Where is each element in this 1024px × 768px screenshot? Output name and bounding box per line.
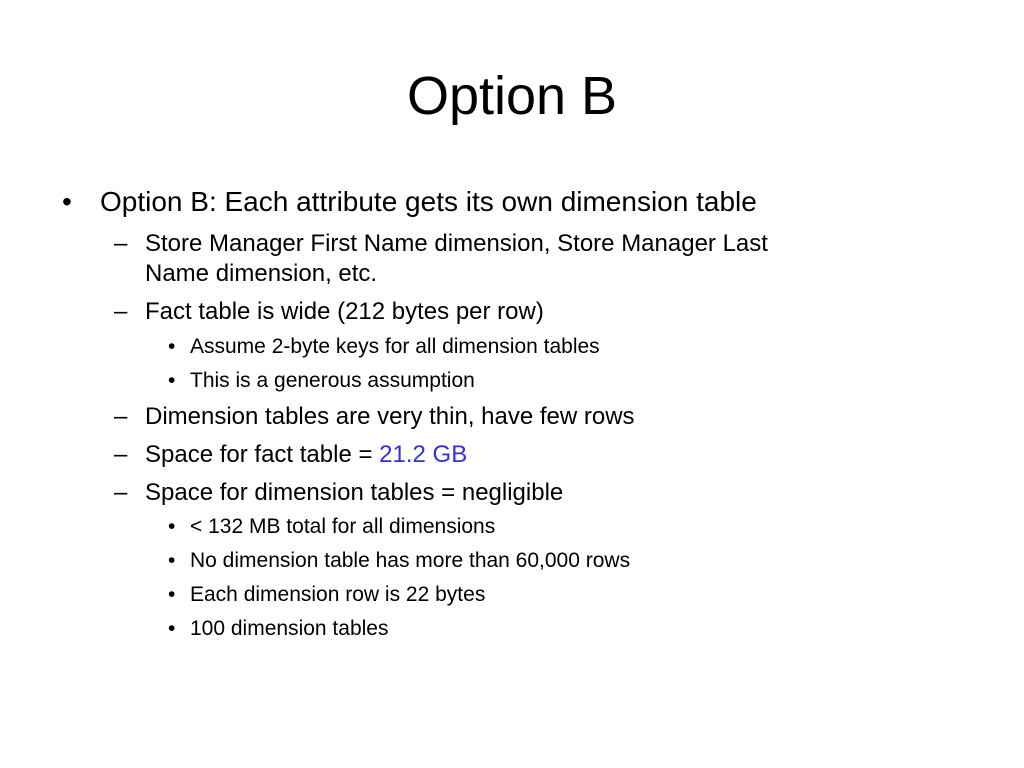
dash-marker: – bbox=[114, 230, 128, 257]
slide-title: Option B bbox=[406, 66, 618, 126]
subitem-2-detail-2: This is a generous assumption bbox=[190, 369, 475, 392]
dash-marker: – bbox=[114, 441, 128, 468]
dash-marker: – bbox=[114, 479, 128, 506]
dot-marker: • bbox=[168, 369, 176, 392]
bullet-main: Option B: Each attribute gets its own dimension table bbox=[100, 186, 757, 217]
subitem-1-line-1: Store Manager First Name dimension, Store Manager Last bbox=[145, 230, 768, 257]
subitem-5-detail-1: < 132 MB total for all dimensions bbox=[190, 515, 496, 538]
dot-marker: • bbox=[168, 617, 176, 640]
dot-marker: • bbox=[168, 583, 176, 606]
subitem-2: Fact table is wide (212 bytes per row) bbox=[145, 298, 544, 325]
subitem-4 bbox=[145, 440, 467, 470]
dot-marker: • bbox=[168, 515, 176, 538]
dot-marker: • bbox=[168, 335, 176, 358]
subitem-3: Dimension tables are very thin, have few rows bbox=[145, 403, 635, 430]
subitem-5-detail-4: 100 dimension tables bbox=[190, 617, 389, 640]
subitem-4-prefix: Space for fact table = bbox=[145, 441, 380, 468]
dash-marker: – bbox=[114, 298, 128, 325]
fact-table-size-value: 21.2 GB bbox=[379, 441, 468, 468]
subitem-1-line-2: Name dimension, etc. bbox=[145, 260, 378, 287]
bullet-marker: • bbox=[62, 186, 72, 217]
dash-marker: – bbox=[114, 403, 128, 430]
dot-marker: • bbox=[168, 549, 176, 572]
subitem-5: Space for dimension tables = negligible bbox=[145, 479, 564, 506]
subitem-5-detail-3: Each dimension row is 22 bytes bbox=[190, 583, 486, 606]
subitem-5-detail-2: No dimension table has more than 60,000 rows bbox=[190, 549, 631, 572]
subitem-2-detail-1: Assume 2-byte keys for all dimension tables bbox=[190, 335, 600, 358]
